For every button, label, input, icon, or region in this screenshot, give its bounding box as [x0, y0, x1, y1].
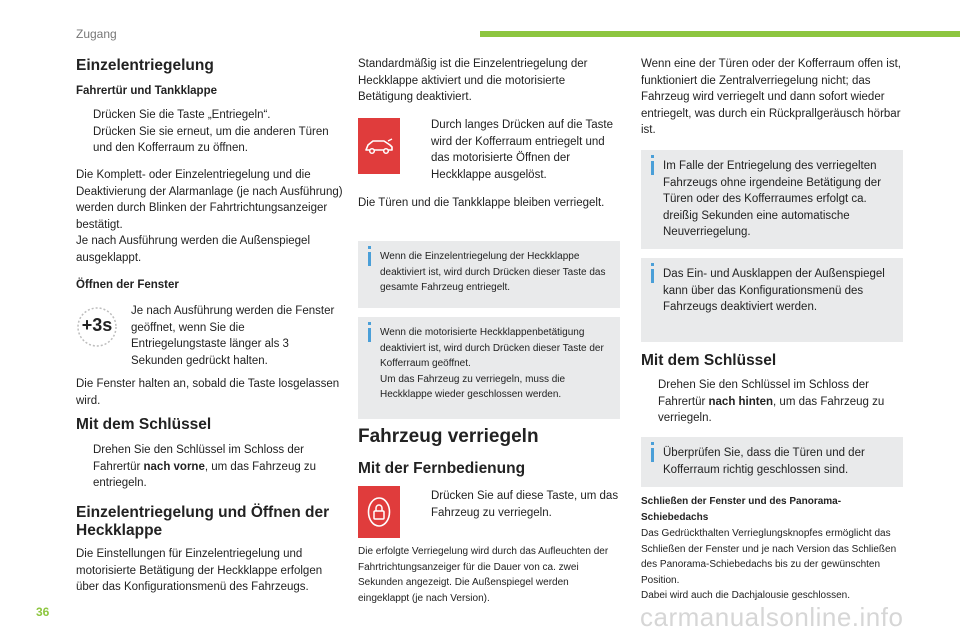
- note-box: [641, 150, 903, 249]
- info-bar-icon: [651, 269, 654, 283]
- header-accent-bar: [480, 31, 960, 37]
- heading-mit-der-fernbedienung: Mit der Fernbedienung: [358, 460, 526, 477]
- subheading-schliessen: Schließen der Fenster und des Panorama-Schiebedachs: [641, 496, 842, 523]
- info-bar-icon: [651, 448, 654, 462]
- subheading-fahrertuer: Fahrertür und Tankklappe: [76, 85, 218, 97]
- paragraph-einstellungen: Die Einstellungen für Einzelentriegelung und motorisierte Betätigung der Heckklappe erfolgen über das Konfigurationsmenü des Fahrzeugs.: [76, 548, 323, 593]
- plus-3s-icon: [76, 306, 118, 348]
- info-bar-icon: [651, 161, 654, 175]
- note-text: Wenn die Einzelentriegelung der Heckklappe deaktiviert ist, wird durch Drücken dieser Taste das gesamte Fahrzeug entriegelt.: [380, 251, 606, 293]
- paragraph-erfolgte: Die erfolgte Verriegelung wird durch das Aufleuchten der Fahrtrichtungsanzeiger für die Dauer von ca. zwei Sekunden angezeigt. Die Außenspiegel werden eingeklappt (je nach Version).: [358, 546, 609, 604]
- watermark: carmanualsonline.info: [640, 602, 904, 632]
- note-text: Wenn die motorisierte Heckklappenbetätigung deaktiviert ist, wird durch Drücken dieser Taste der Kofferraum geöffnet.: [380, 327, 604, 369]
- list-item: [76, 124, 346, 157]
- fenster-text: Je nach Ausführung werden die Fenster geöffnet, wenn Sie die Entriegelungstaste länger als 3 Sekunden gedrückt halten.: [131, 305, 335, 367]
- note-text: Überprüfen Sie, dass die Türen und der Kofferraum richtig geschlossen sind.: [663, 447, 865, 476]
- paragraph-schliessen-wrap: [641, 526, 903, 604]
- heading-mit-dem-schluessel-1: Mit dem Schlüssel: [76, 416, 212, 433]
- heading-fahrzeug-verriegeln: Fahrzeug verriegeln: [358, 426, 539, 447]
- note-text-wrap: [380, 325, 612, 403]
- list-item: [641, 377, 903, 427]
- page-number: 36: [36, 605, 50, 619]
- paragraph-standard: Standardmäßig ist die Einzelentriegelung der Heckklappe aktiviert und die motorisierte Betätigung deaktiviert.: [358, 58, 588, 103]
- info-bar-icon: [368, 328, 371, 342]
- bullet-text: Drehen Sie den Schlüssel im Schloss der Fahrertür nach hinten, um das Fahrzeug zu verriegeln.: [658, 379, 885, 424]
- paragraph-text: Das Gedrückthalten Verrieglungsknopfes ermöglicht das Schließen der Fenster und je nach Version das Schließen des Panorama-Schiebedachs bis zu der gewünschten Position.: [641, 528, 897, 586]
- lock-icon: [358, 486, 400, 538]
- list-item: [76, 107, 346, 124]
- list-item: [76, 442, 344, 492]
- paragraph-text: Dabei wird auch die Dachjalousie geschlossen.: [641, 590, 851, 601]
- bullet-text: Drücken Sie die Taste „Entriegeln“.: [93, 109, 271, 121]
- bullet-marker: [414, 488, 431, 521]
- paragraph-komplett: [76, 167, 346, 266]
- bullet-marker: [76, 107, 93, 124]
- bullet-text: Drücken Sie auf diese Taste, um das Fahrzeug zu verriegeln.: [431, 490, 619, 519]
- section-label: Zugang: [76, 27, 117, 41]
- heading-mit-dem-schluessel-2: Mit dem Schlüssel: [641, 352, 777, 369]
- bullet-text: Drehen Sie den Schlüssel im Schloss der Fahrertür nach vorne, um das Fahrzeug zu entriegeln.: [93, 444, 317, 489]
- tailgate-car-icon: [358, 118, 400, 174]
- bullet-marker: [76, 442, 93, 492]
- bullet-marker: [414, 117, 431, 183]
- bullet-text: Drücken Sie sie erneut, um die anderen Türen und den Kofferraum zu öffnen.: [93, 125, 329, 154]
- fenster-halten-text: Die Fenster halten an, sobald die Taste losgelassen wird.: [76, 378, 340, 407]
- heading-einzelentriegelung: Einzelentriegelung: [76, 57, 214, 74]
- bullet-text: Durch langes Drücken auf die Taste wird der Kofferraum entriegelt und das motorisierte Öffnen der Heckklappe ausgelöst.: [431, 119, 613, 181]
- bullet-list-einzel: [76, 107, 346, 157]
- info-bar-icon: [368, 252, 371, 266]
- subheading-fenster: Öffnen der Fenster: [76, 279, 179, 291]
- note-box: [358, 241, 620, 308]
- note-box: [358, 317, 620, 419]
- note-box: [641, 437, 903, 487]
- list-item: [414, 117, 619, 183]
- heading-einzelentriegelung-heckklappe: Einzelentriegelung und Öffnen der Heckklappe: [76, 504, 330, 539]
- note-text: Im Falle der Entriegelung des verriegelten Fahrzeugs ohne irgendeine Betätigung der Türen oder des Kofferraumes erfolgt ca. dreißig Sekunden eine automatische Neuverriegelung.: [663, 160, 882, 238]
- note-text: Um das Fahrzeug zu verriegeln, muss die Heckklappe wieder geschlossen werden.: [380, 373, 566, 400]
- bullet-marker: [76, 124, 93, 157]
- note-text: Das Ein- und Ausklappen der Außenspiegel kann über das Konfigurationsmenü des Fahrzeugs deaktiviert werden.: [663, 268, 885, 313]
- list-item: [414, 488, 619, 521]
- plus-3s-icon-label: +3s: [81, 315, 113, 335]
- bullet-marker: [641, 377, 658, 427]
- paragraph-text: Je nach Ausführung werden die Außenspiegel ausgeklappt.: [76, 235, 310, 264]
- note-box: [641, 258, 903, 342]
- paragraph-tueren: Die Türen und die Tankklappe bleiben verriegelt.: [358, 197, 605, 209]
- paragraph-tuer-offen: Wenn eine der Türen oder der Kofferraum offen ist, funktioniert die Zentralverriegelung nicht; das Fahrzeug wird verriegelt und dann sofort wieder entriegelt, was durch ein Rückprallgeräusch hörbar ist.: [641, 58, 901, 136]
- paragraph-text: Die Komplett- oder Einzelentriegelung und die Deaktivierung der Alarmanlage (je nach Ausführung) werden durch Blinken der Fahrtrichtungsanzeiger bestätigt.: [76, 169, 343, 231]
